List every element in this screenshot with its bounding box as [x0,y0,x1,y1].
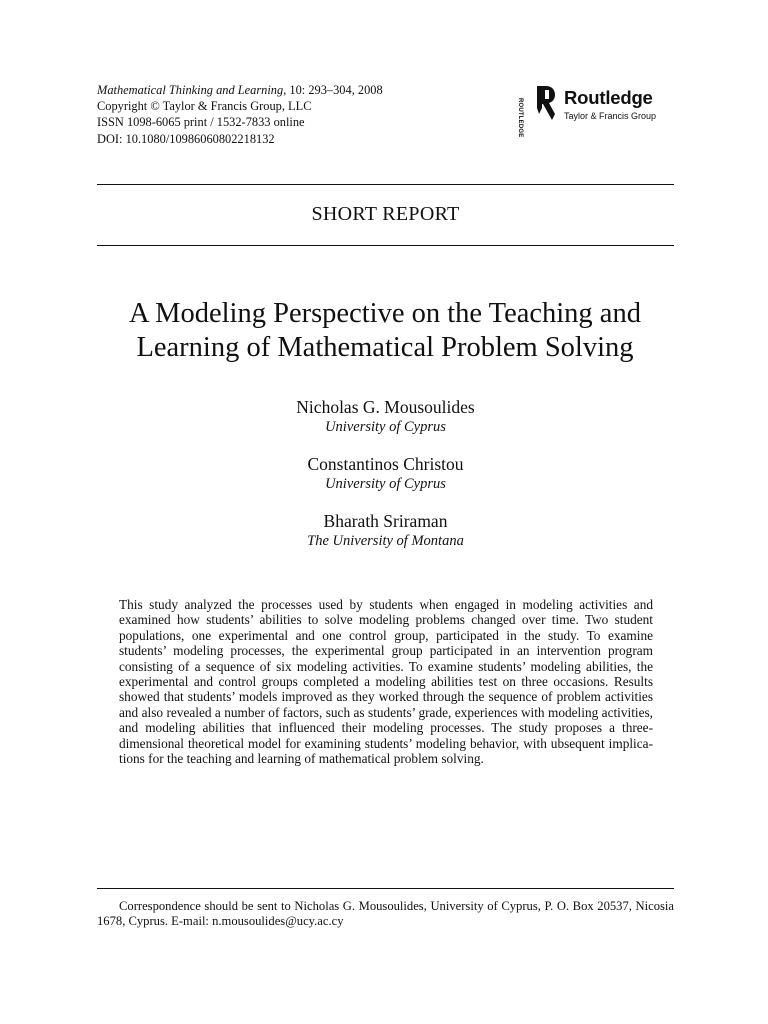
footnote-rule [97,888,674,889]
author-affiliation: The University of Montana [307,533,464,549]
doi-line: DOI: 10.1080/10986060802218132 [97,131,275,146]
publisher-name: Routledge [564,87,653,108]
paper-title-line-2: Learning of Mathematical Problem Solving [136,332,634,363]
author-affiliation: University of Cyprus [325,419,446,435]
journal-header [97,82,383,147]
author-entry [97,511,674,550]
author-entry [97,397,674,436]
author-affiliation: University of Cyprus [325,476,446,492]
journal-citation-line [97,82,383,98]
issn-line: ISSN 1098-6065 print / 1532-7833 online [97,115,305,130]
publisher-vertical-text: ROUTLEDGE [517,98,523,138]
journal-name: Mathematical Thinking and Learning [97,83,284,97]
abstract-paragraph: This study analyzed the processes used by students when engaged in modeling activities and examined how students’ abilities to solve modeling problems changed over time. Two student populations, one experimental and one control group, participated in the study. To examine students’ modeling processes, the experimental group participated in an intervention program consisting of a sequence of six modeling activities. To examine students’ modeling abilities, the experimental and control groups completed a modeling abilities test on three occasions. Results showed that students’ models improved as they worked through the sequence of problem activities and also revealed a number of factors, such as students’ grade, experiences with modeling activities, and modeling abilities that influenced their modeling processes. The study proposes a three-dimensional theoretical model for examining students’ modeling behavior, with ubsequent implications for the teaching and learning of mathematical problem solving. [119,597,653,767]
publisher-group: Taylor & Francis Group [564,111,657,121]
author-entry [97,454,674,493]
paper-title [60,297,710,365]
journal-citation: , 10: 293–304, 2008 [283,83,383,97]
section-label: SHORT REPORT [311,203,460,225]
routledge-r-logo-icon [526,84,556,126]
section-rule-top [97,184,674,185]
correspondence-footnote: Correspondence should be sent to Nicholas G. Mousoulides, University of Cyprus, P. O. Box 20537, Nicosia 1678, Cyprus. E-mail: n.mousoulides@ucy.ac.cy [97,899,674,929]
section-rule-bottom [97,245,674,246]
author-name: Bharath Sriraman [323,511,448,531]
publisher-logo [517,84,676,138]
copyright-line: Copyright © Taylor & Francis Group, LLC [97,99,312,114]
paper-title-line-1: A Modeling Perspective on the Teaching and [129,298,641,329]
author-name: Constantinos Christou [307,454,464,474]
author-name: Nicholas G. Mousoulides [296,397,475,417]
